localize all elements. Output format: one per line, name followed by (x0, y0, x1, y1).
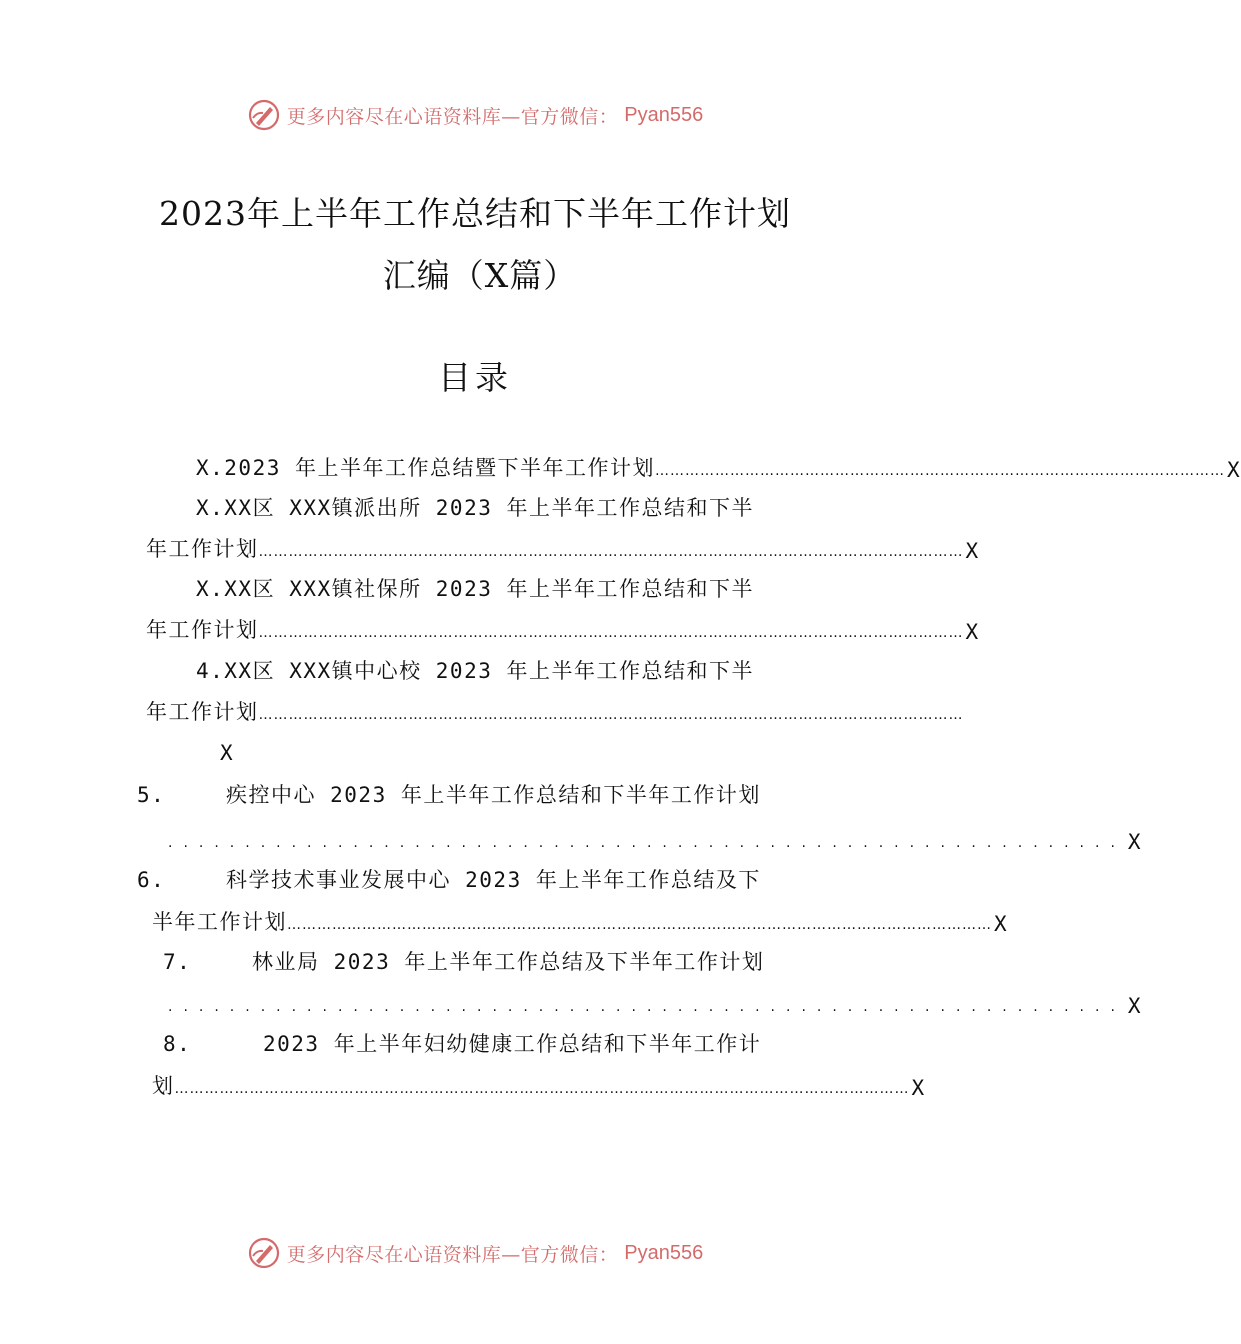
toc-leader-dots: …………………………………………………………………………………………………………………………… (287, 917, 992, 933)
watermark-text: 更多内容尽在心语资料库—官方微信： (286, 105, 619, 128)
toc-leader-dots: .............................................................. (168, 835, 1126, 851)
toc-entry-5-title[interactable]: 疾控中心 2023 年上半年工作总结和下半年工作计划 (226, 783, 761, 807)
toc-leader-dots: …………………………………………………………………………………………………………………………… (258, 707, 964, 723)
toc-entry-5[interactable] (168, 824, 1143, 854)
toc-entry-2-line1[interactable]: X.XX区 XXX镇派出所 2023 年上半年工作总结和下半 (196, 496, 755, 520)
toc-entry-7-number: 7. (163, 950, 192, 974)
toc-leader-dots: ………………………………………………………………………………………………………………………………… (174, 1081, 910, 1097)
watermark-wechat-id: Pyan556 (624, 1241, 704, 1264)
toc-entry-8-title[interactable]: 2023 年上半年妇幼健康工作总结和下半年工作计 (263, 1032, 762, 1056)
toc-page-number: X (965, 539, 980, 563)
toc-entry-4[interactable] (146, 696, 964, 726)
toc-entry-1[interactable] (196, 452, 1241, 482)
toc-entry-title: 年工作计划 (146, 537, 259, 561)
toc-page-number: X (994, 912, 1009, 936)
watermark-header (0, 95, 950, 135)
toc-page-number: X (965, 620, 980, 644)
toc-page-number: X (1127, 994, 1143, 1018)
toc-page-number: X (1127, 830, 1143, 854)
toc-entry-6-number: 6. (137, 868, 166, 892)
toc-entry-7-title[interactable]: 林业局 2023 年上半年工作总结及下半年工作计划 (252, 950, 765, 974)
toc-entry-3-line1[interactable]: X.XX区 XXX镇社保所 2023 年上半年工作总结和下半 (196, 577, 755, 601)
toc-leader-dots: …………………………………………………………………………………………………………………………… (258, 544, 964, 560)
toc-entry-6-title[interactable]: 科学技术事业发展中心 2023 年上半年工作总结及下 (226, 868, 761, 892)
toc-page-number: X (911, 1076, 926, 1100)
document-title-line2: 汇编（X篇） (382, 256, 578, 295)
toc-page-number[interactable]: X (220, 741, 235, 765)
toc-entry-6[interactable] (152, 906, 1009, 936)
toc-entry-title: 半年工作计划 (152, 910, 287, 934)
watermark-text: 更多内容尽在心语资料库—官方微信： (286, 1243, 619, 1266)
toc-heading: 目录 (438, 358, 512, 397)
document-title-line1: 2023年上半年工作总结和下半年工作计划 (159, 194, 791, 233)
toc-entry-3[interactable] (146, 614, 980, 644)
watermark-wechat-id: Pyan556 (624, 103, 704, 126)
toc-leader-dots: .............................................................. (168, 999, 1126, 1015)
toc-entry-title: 划 (152, 1074, 175, 1098)
toc-leader-dots: …………………………………………………………………………………………………… (655, 463, 1225, 479)
toc-page-number: X (1227, 458, 1241, 482)
watermark-footer (0, 1233, 950, 1273)
pen-logo-icon (247, 98, 281, 132)
toc-entry-4-line1[interactable]: 4.XX区 XXX镇中心校 2023 年上半年工作总结和下半 (196, 659, 755, 683)
toc-entry-title: X.2023 年上半年工作总结暨下半年工作计划 (196, 456, 655, 480)
toc-entry-5-number: 5. (137, 783, 166, 807)
toc-entry-8[interactable] (152, 1070, 926, 1100)
toc-entry-8-number: 8. (163, 1032, 192, 1056)
toc-entry-7[interactable] (168, 988, 1143, 1018)
toc-entry-2[interactable] (146, 533, 980, 563)
pen-logo-icon (247, 1236, 281, 1270)
toc-entry-title: 年工作计划 (146, 700, 259, 724)
toc-entry-title: 年工作计划 (146, 618, 259, 642)
toc-leader-dots: …………………………………………………………………………………………………………………………… (258, 625, 964, 641)
